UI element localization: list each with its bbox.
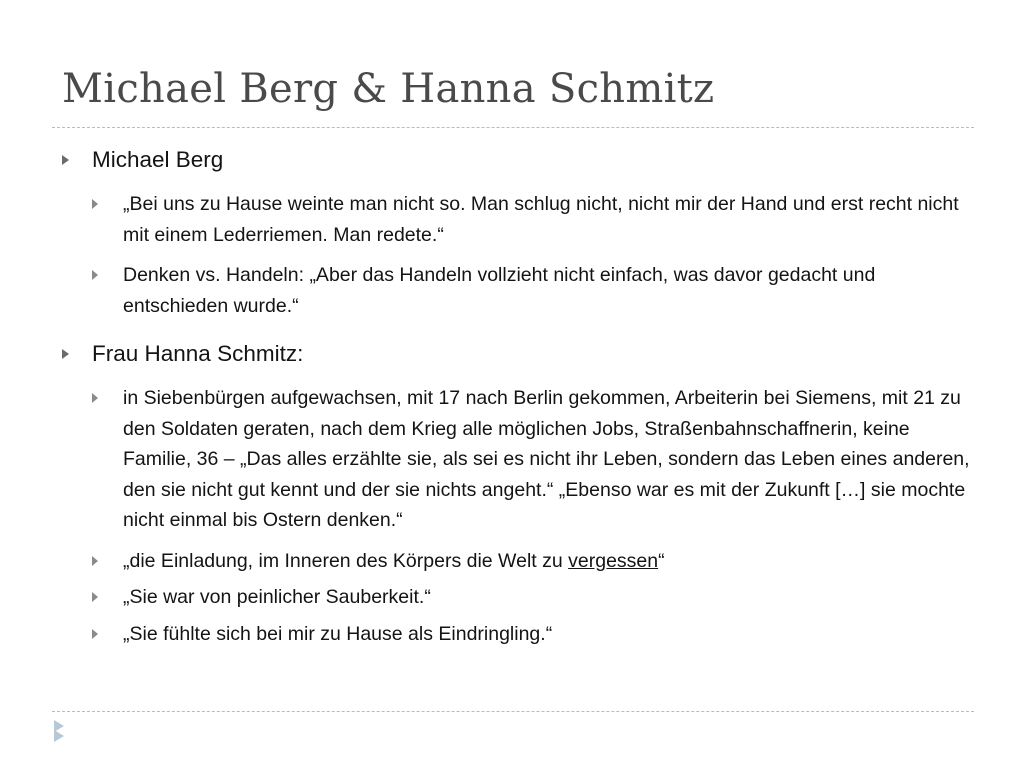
bullet-arrow-icon	[92, 592, 98, 602]
slide-content	[62, 145, 972, 649]
bullet-eindringling	[62, 619, 972, 650]
title-divider	[52, 127, 974, 128]
heading-text: Frau Hanna Schmitz:	[92, 341, 304, 366]
bullet-text: „Bei uns zu Hause weinte man nicht so. Man schlug nicht, nicht mir der Hand und erst recht nicht mit einem Lederriemen. Man redete.“	[123, 193, 959, 246]
heading-text: Michael Berg	[92, 147, 224, 172]
bullet-denken-handeln	[62, 260, 972, 321]
bullet-text: in Siebenbürgen aufgewachsen, mit 17 nach Berlin gekommen, Arbeiterin bei Siemens, mit 21 zu den Soldaten geraten, nach dem Krieg alle möglichen Jobs, Straßenbahnschaffnerin, keine Familie, 36 – „Das alles erzählte sie, als sei es nicht ihr Leben, sondern das Leben eines anderen, den sie nicht gut kennt und der sie nichts angeht.“ „Ebenso war es mit der Zukunft […] sie mochte nicht einmal bis Ostern denken.“	[123, 387, 970, 531]
bullet-text-before: „die Einladung, im Inneren des Körpers die Welt zu	[123, 549, 569, 572]
underlined-word: vergessen	[568, 549, 659, 572]
bullet-quote-zuhause	[62, 189, 972, 250]
bullet-arrow-icon	[92, 556, 98, 566]
bullet-arrow-icon	[62, 155, 69, 165]
bullet-arrow-icon	[92, 199, 98, 209]
bullet-einladung	[62, 546, 972, 577]
bullet-heading-michael-berg	[62, 145, 972, 175]
bullet-biography	[62, 383, 972, 536]
slide-nav-arrows-icon[interactable]	[52, 718, 68, 744]
bullet-text: „Sie fühlte sich bei mir zu Hause als Eindringling.“	[123, 622, 553, 645]
bullet-arrow-icon	[92, 629, 98, 639]
slide-title: Michael Berg & Hanna Schmitz	[62, 66, 715, 112]
bullet-text: „Sie war von peinlicher Sauberkeit.“	[123, 586, 431, 608]
bullet-text: Denken vs. Handeln: „Aber das Handeln vollzieht nicht einfach, was davor gedacht und entschieden wurde.“	[123, 264, 876, 317]
bullet-arrow-icon	[62, 349, 69, 359]
footer-divider	[52, 711, 974, 712]
bullet-arrow-icon	[92, 393, 98, 403]
bullet-text-after: “	[658, 549, 665, 572]
bullet-sauberkeit	[62, 582, 972, 613]
bullet-arrow-icon	[92, 270, 98, 280]
bullet-heading-hanna-schmitz	[62, 339, 972, 369]
